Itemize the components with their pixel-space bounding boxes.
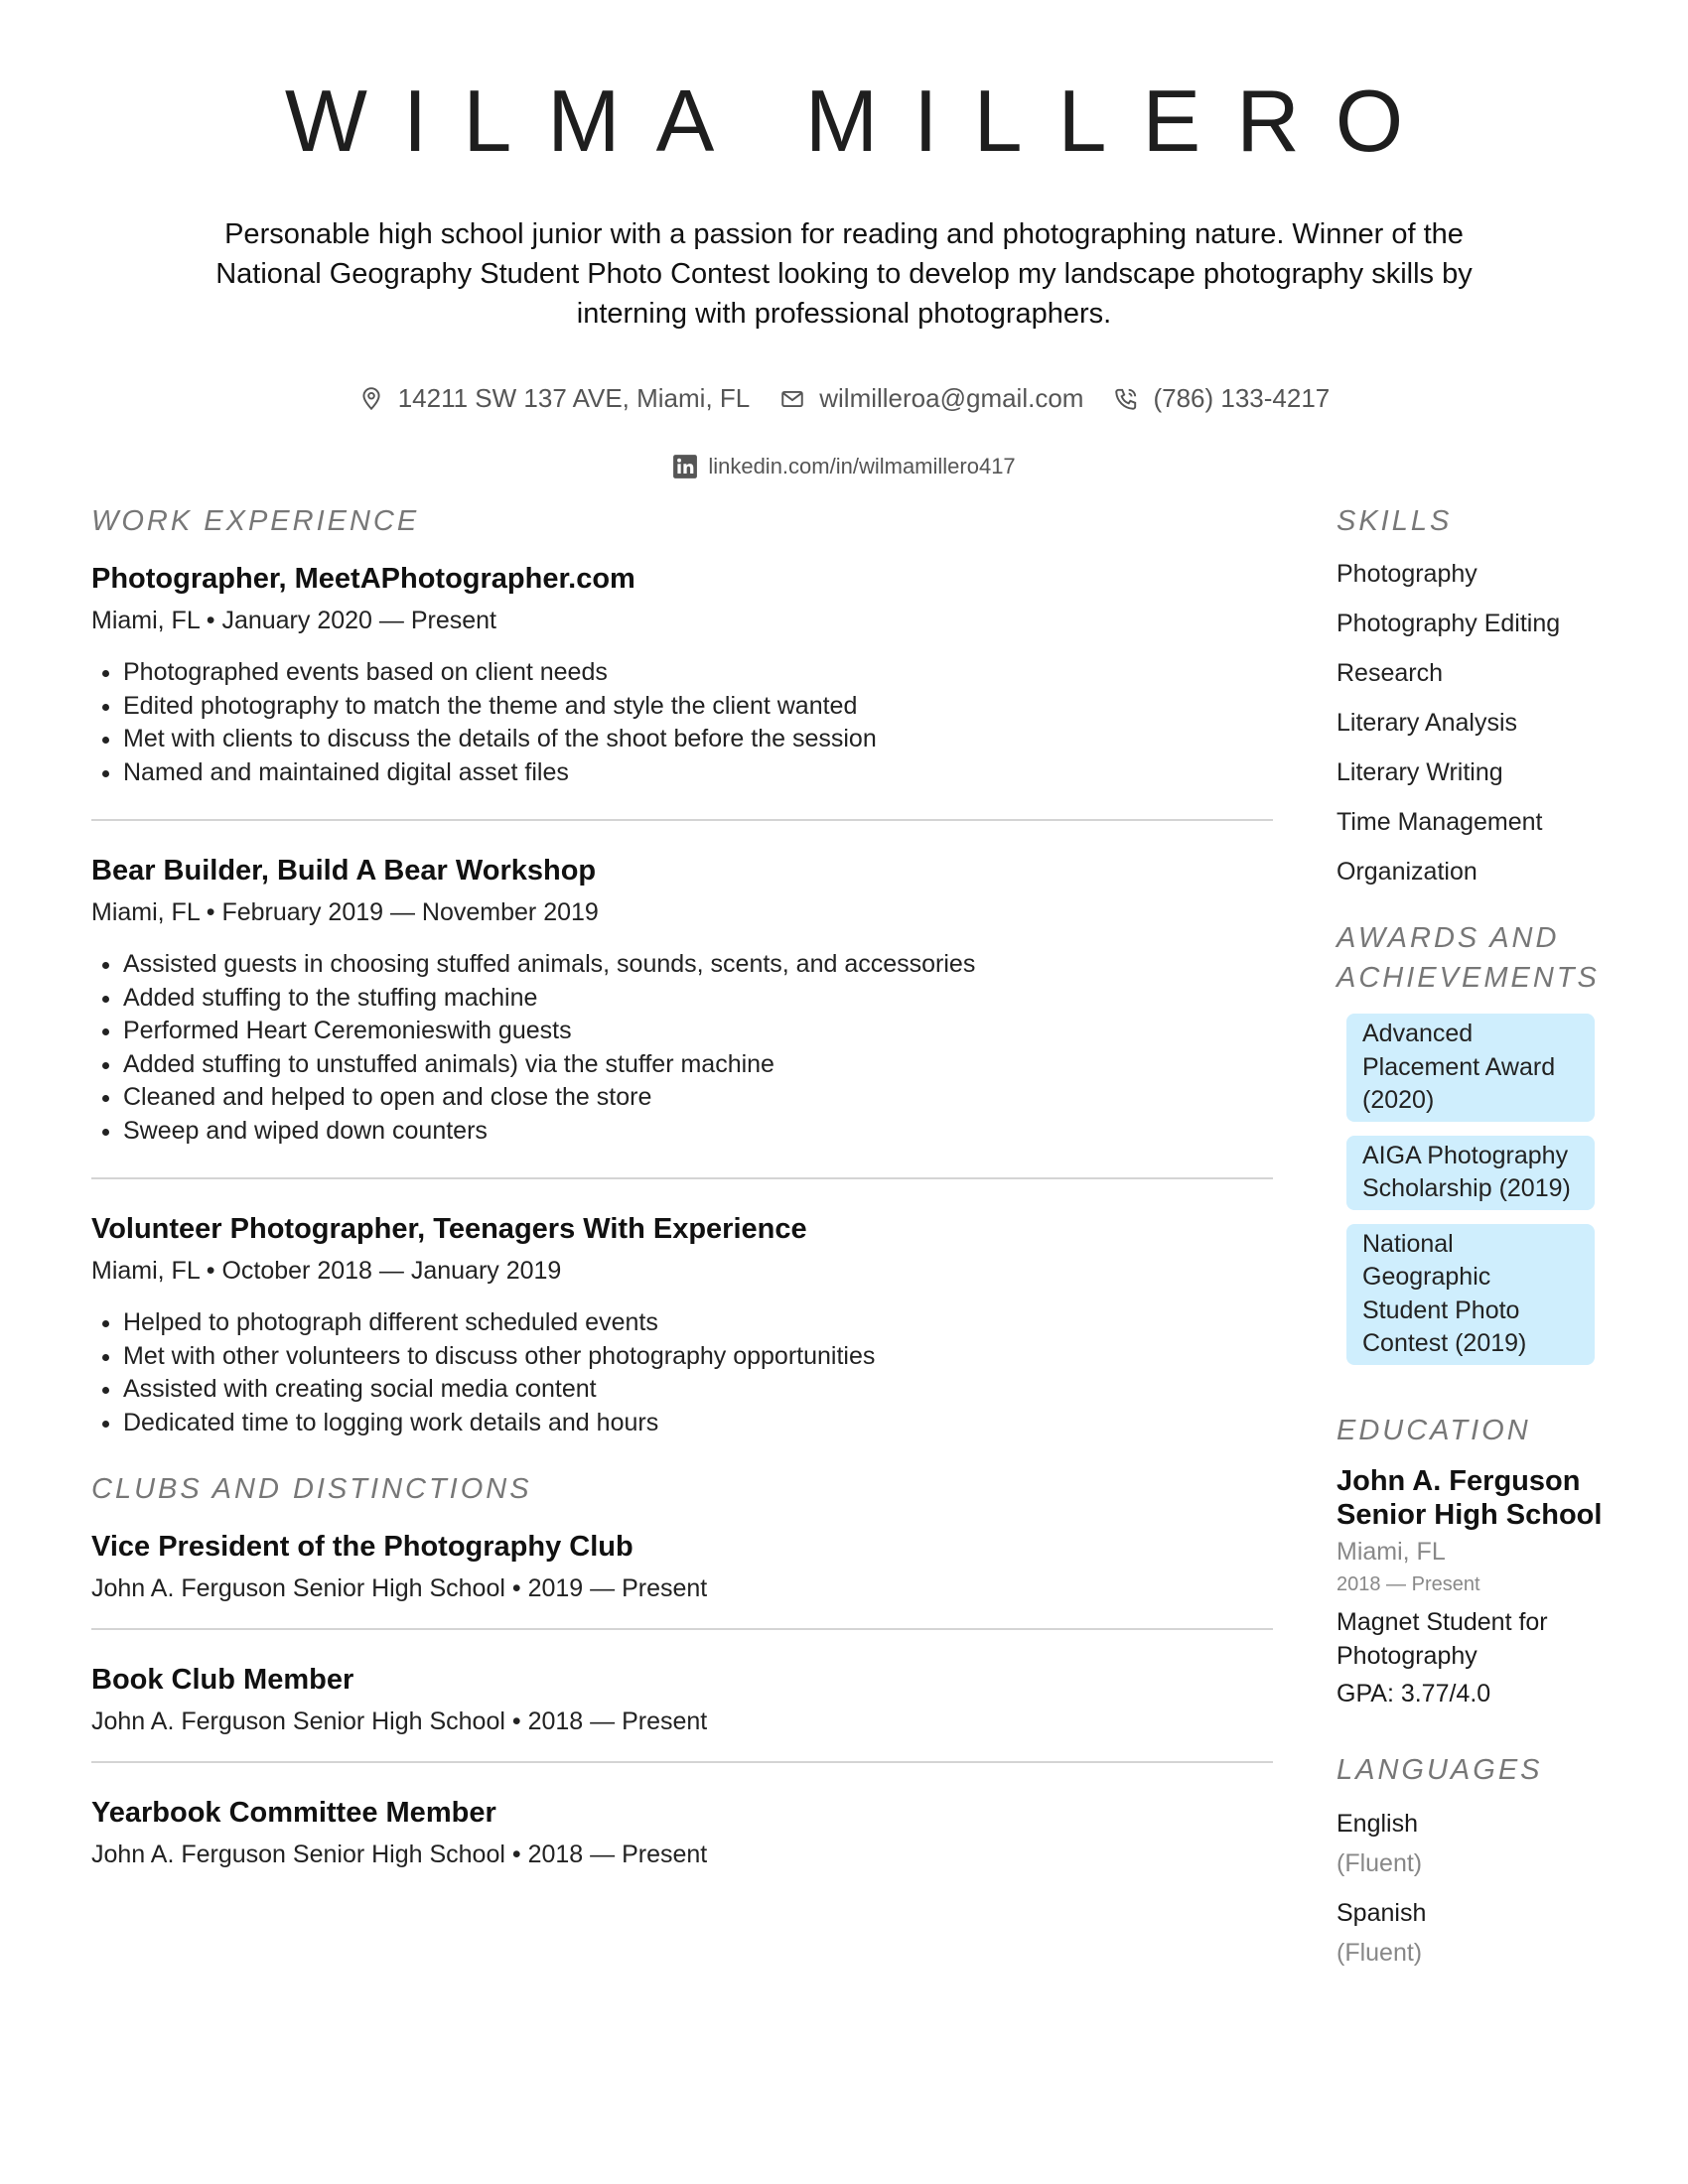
language-name: English bbox=[1336, 1809, 1418, 1838]
job-entry bbox=[91, 821, 1273, 1179]
job-bullet: • Photographed events based on client needs bbox=[123, 656, 1273, 690]
skill-item: Literary Writing bbox=[1336, 758, 1503, 786]
job-bullet: • Helped to photograph different scheduled events bbox=[123, 1306, 1273, 1340]
phone-icon bbox=[1113, 386, 1139, 412]
education-location: Miami, FL bbox=[1336, 1537, 1446, 1566]
job-bullet: • Added stuffing to unstuffed animals) via the stuffer machine bbox=[123, 1048, 1273, 1082]
job-bullet: • Performed Heart Ceremonieswith guests bbox=[123, 1015, 1273, 1048]
club-meta: John A. Ferguson Senior High School • 2018 — Present bbox=[91, 1707, 708, 1735]
skill-item: Literary Analysis bbox=[1336, 709, 1518, 737]
education-program: Magnet Student for Photography bbox=[1336, 1607, 1548, 1670]
skill-item: Organization bbox=[1336, 858, 1477, 886]
job-bullet: • Added stuffing to the stuffing machine bbox=[123, 982, 1273, 1016]
job-bullets bbox=[91, 656, 1273, 789]
club-meta: John A. Ferguson Senior High School • 2019 — Present bbox=[91, 1574, 708, 1602]
award-badge: Advanced Placement Award (2020) bbox=[1346, 1014, 1595, 1122]
contact-address bbox=[358, 383, 751, 414]
skills-list bbox=[1336, 549, 1605, 896]
summary: Personable high school junior with a passion for reading and photographing nature. Winner of the National Geography Student Photo Contest looking to develop my landscape photography skills by interning with professional photographers. bbox=[215, 218, 1473, 330]
linkedin-icon bbox=[672, 454, 698, 479]
job-bullet: • Sweep and wiped down counters bbox=[123, 1115, 1273, 1149]
job-entry bbox=[91, 541, 1273, 821]
skill-item: Research bbox=[1336, 659, 1443, 687]
job-bullet: • Assisted guests in choosing stuffed animals, sounds, scents, and accessories bbox=[123, 948, 1273, 982]
education-heading: EDUCATION bbox=[1336, 1414, 1531, 1446]
languages-heading: LANGUAGES bbox=[1336, 1753, 1543, 1786]
resume-name: WILMA MILLERO bbox=[284, 71, 1440, 170]
phone-text[interactable]: (786) 133-4217 bbox=[1153, 383, 1331, 413]
job-bullet: • Edited photography to match the theme and style the client wanted bbox=[123, 690, 1273, 724]
language-name: Spanish bbox=[1336, 1898, 1427, 1927]
job-title: Bear Builder, Build A Bear Workshop bbox=[91, 855, 597, 887]
club-meta: John A. Ferguson Senior High School • 2018 — Present bbox=[91, 1841, 708, 1868]
clubs-heading: CLUBS AND DISTINCTIONS bbox=[91, 1473, 532, 1505]
language-entry bbox=[1336, 1893, 1605, 1973]
club-entry bbox=[91, 1630, 1273, 1763]
language-entry bbox=[1336, 1804, 1605, 1883]
club-entry bbox=[91, 1763, 1273, 1872]
education-dates: 2018 — Present bbox=[1336, 1572, 1480, 1595]
contact-phone[interactable] bbox=[1113, 383, 1330, 414]
mail-icon bbox=[779, 386, 805, 412]
job-bullet: • Assisted with creating social media content bbox=[123, 1373, 1273, 1407]
job-bullet: • Dedicated time to logging work details and hours bbox=[123, 1407, 1273, 1440]
skills-heading: SKILLS bbox=[1336, 505, 1453, 537]
language-level: (Fluent) bbox=[1336, 1848, 1423, 1877]
language-level: (Fluent) bbox=[1336, 1938, 1423, 1967]
awards-heading: AWARDS AND ACHIEVEMENTS bbox=[1336, 922, 1600, 994]
club-title: Yearbook Committee Member bbox=[91, 1797, 496, 1829]
contact-email[interactable] bbox=[779, 383, 1083, 414]
job-title: Photographer, MeetAPhotographer.com bbox=[91, 563, 635, 595]
main-column bbox=[91, 501, 1273, 1872]
skill-item: Time Management bbox=[1336, 808, 1543, 836]
linkedin-text[interactable]: linkedin.com/in/wilmamillero417 bbox=[708, 454, 1016, 478]
work-experience-heading: WORK EXPERIENCE bbox=[91, 505, 420, 537]
club-title: Vice President of the Photography Club bbox=[91, 1531, 633, 1563]
address-text: 14211 SW 137 AVE, Miami, FL bbox=[397, 383, 751, 413]
email-text[interactable]: wilmilleroa@gmail.com bbox=[819, 383, 1084, 413]
education-school: John A. Ferguson Senior High School bbox=[1336, 1464, 1603, 1531]
job-meta: Miami, FL • October 2018 — January 2019 bbox=[91, 1257, 562, 1285]
club-title: Book Club Member bbox=[91, 1664, 354, 1696]
job-bullet: • Named and maintained digital asset files bbox=[123, 756, 1273, 790]
job-entry bbox=[91, 1179, 1273, 1439]
sidebar bbox=[1336, 501, 1605, 1973]
contact-linkedin[interactable] bbox=[0, 454, 1688, 479]
job-bullet: • Met with clients to discuss the details of the shoot before the session bbox=[123, 723, 1273, 756]
job-meta: Miami, FL • January 2020 — Present bbox=[91, 607, 496, 634]
skill-item: Photography Editing bbox=[1336, 610, 1561, 637]
job-bullet: • Met with other volunteers to discuss other photography opportunities bbox=[123, 1340, 1273, 1374]
awards-list bbox=[1336, 1014, 1605, 1365]
location-pin-icon bbox=[358, 386, 384, 412]
award-badge: AIGA Photography Scholarship (2019) bbox=[1346, 1136, 1595, 1210]
club-entry bbox=[91, 1509, 1273, 1630]
skill-item: Photography bbox=[1336, 560, 1477, 588]
award-badge: National Geographic Student Photo Contest (2019) bbox=[1346, 1224, 1595, 1365]
job-bullets bbox=[91, 1306, 1273, 1439]
job-meta: Miami, FL • February 2019 — November 2019 bbox=[91, 898, 599, 926]
contact-row bbox=[0, 383, 1688, 414]
job-bullets bbox=[91, 948, 1273, 1148]
education-gpa: GPA: 3.77/4.0 bbox=[1336, 1679, 1491, 1707]
job-bullet: • Cleaned and helped to open and close the store bbox=[123, 1081, 1273, 1115]
job-title: Volunteer Photographer, Teenagers With Experience bbox=[91, 1213, 807, 1245]
